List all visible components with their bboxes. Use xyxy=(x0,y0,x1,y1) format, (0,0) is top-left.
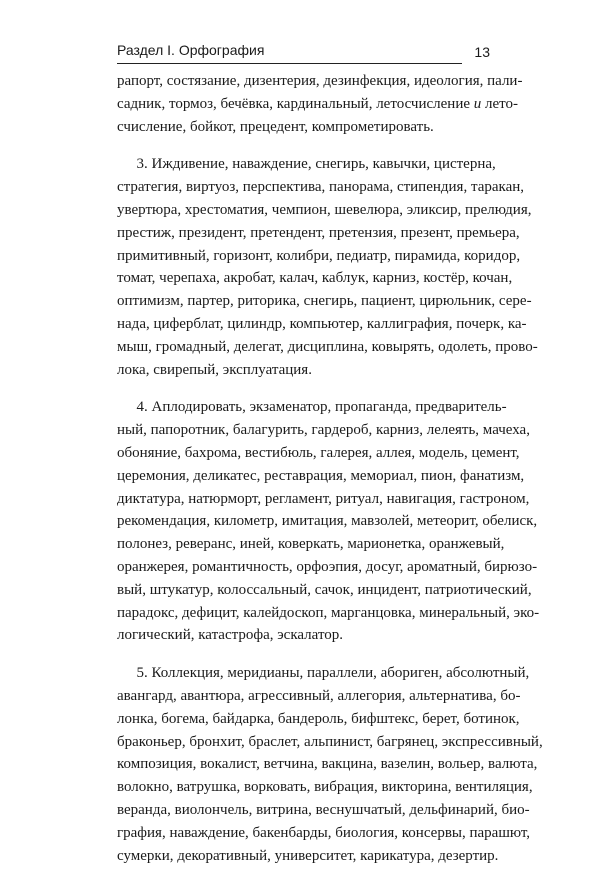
text-line: нада, циферблат, цилиндр, компьютер, каллиграфия, почерк, ка- xyxy=(117,315,527,332)
text-line: полонез, реверанс, иней, коверкать, марионетка, оранжевый, xyxy=(117,536,505,553)
text-line: рекомендация, километр, имитация, мавзолей, метеорит, обелиск, xyxy=(117,513,538,530)
text-line: авангард, авантюра, агрессивный, аллегория, альтернатива, бо- xyxy=(117,687,521,704)
paragraph-3 xyxy=(117,153,538,381)
text-line: браконьер, бронхит, браслет, альпинист, багрянец, экспрессивный, xyxy=(117,733,543,750)
text-line: сумерки, декоративный, университет, карикатура, дезертир. xyxy=(117,847,499,864)
text-line: волокно, ватрушка, ворковать, вибрация, викторина, вентиляция, xyxy=(117,779,533,796)
text-line: диктатура, натюрморт, регламент, ритуал, навигация, гастроном, xyxy=(117,490,530,507)
text-line: рапорт, состязание, дизентерия, дезинфекция, идеология, пали- xyxy=(117,73,523,89)
text-line: обоняние, бахрома, вестибюль, галерея, аллея, модель, цемент, xyxy=(117,444,520,461)
text-line: композиция, вокалист, ветчина, вакцина, вазелин, вольер, валюта, xyxy=(117,756,538,773)
text-line: 3. Иждивение, наваждение, снегирь, кавычки, цистерна, xyxy=(136,156,496,173)
paragraph-4 xyxy=(117,396,540,647)
text-line: лонка, богема, байдарка, бандероль, бифштекс, берет, ботинок, xyxy=(117,710,520,727)
text-line: примитивный, горизонт, колибри, педиатр, пирамида, коридор, xyxy=(117,247,521,264)
text-line: оранжерея, романтичность, орфоэпия, досуг, ароматный, бирюзо- xyxy=(117,558,538,575)
body-text xyxy=(117,70,543,882)
text-line: вый, штукатур, колоссальный, сачок, инцидент, патриотический, xyxy=(117,581,532,598)
text-line: престиж, президент, претендент, претензия, презент, премьера, xyxy=(117,224,520,241)
text-line xyxy=(117,93,519,116)
text-segment: лето- xyxy=(485,95,519,112)
section-title: Раздел I. Орфография xyxy=(117,42,265,58)
header-rule xyxy=(117,63,462,64)
italic-conjunction: и xyxy=(473,95,482,112)
text-line: мыш, громадный, делегат, дисциплина, ковырять, одолеть, прово- xyxy=(117,338,538,355)
text-line: стратегия, виртуоз, перспектива, панорама, стипендия, таракан, xyxy=(117,179,524,196)
paragraph-5 xyxy=(117,662,543,867)
text-line: лока, свирепый, эксплуатация. xyxy=(117,361,312,378)
text-line: парадокс, дефицит, калейдоскоп, марганцовка, минеральный, эко- xyxy=(117,604,540,621)
text-line: веранда, виолончель, витрина, веснушчатый, дельфинарий, био- xyxy=(117,801,530,818)
text-line: ный, папоротник, балагурить, гардероб, карниз, лелеять, мачеха, xyxy=(117,422,530,439)
text-segment: садник, тормоз, бечёвка, кардинальный, летосчисление xyxy=(117,95,471,112)
text-line: счисление, бойкот, прецедент, компрометировать. xyxy=(117,118,434,135)
text-line: логический, катастрофа, эскалатор. xyxy=(117,627,344,644)
running-header xyxy=(117,38,490,72)
text-line: оптимизм, партер, риторика, снегирь, пациент, цирюльник, сере- xyxy=(117,293,532,310)
text-line: графия, наваждение, бакенбарды, биология, консервы, парашют, xyxy=(117,824,531,841)
text-line: церемония, деликатес, реставрация, мемориал, пион, фанатизм, xyxy=(117,467,525,484)
text-line: 4. Аплодировать, экзаменатор, пропаганда, предваритель- xyxy=(136,399,507,416)
paragraph-2-continued xyxy=(117,70,523,138)
text-line: томат, черепаха, акробат, калач, каблук, карниз, костёр, кочан, xyxy=(117,270,513,287)
page-number: 13 xyxy=(474,44,490,60)
text-line: увертюра, хрестоматия, чемпион, шевелюра, эликсир, прелюдия, xyxy=(117,201,532,218)
text-line: 5. Коллекция, меридианы, параллели, абориген, абсолютный, xyxy=(136,665,530,682)
